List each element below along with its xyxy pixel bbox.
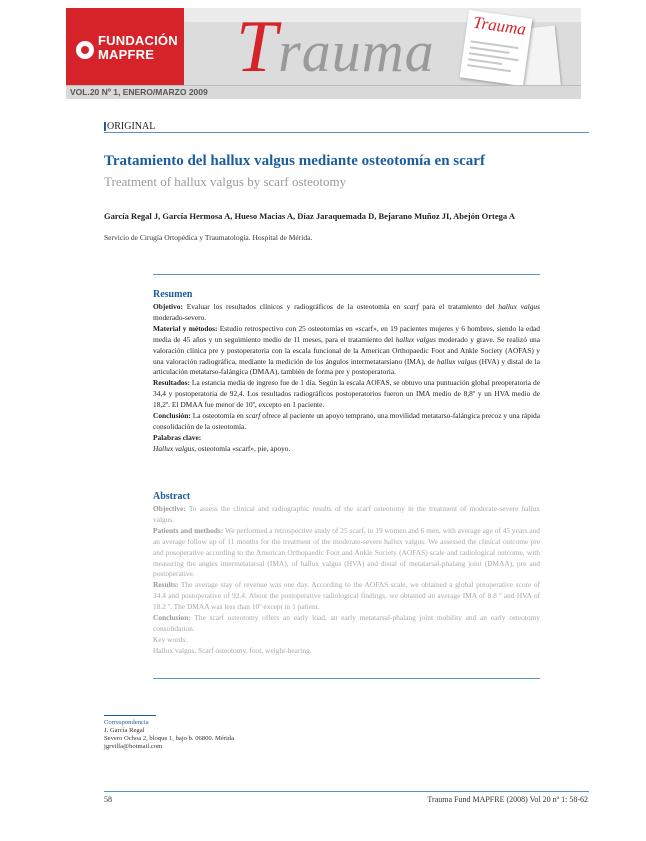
journal-citation: Trauma Fund MAPFRE (2008) Vol 20 nº 1: 58-62 xyxy=(427,795,588,804)
section-label: ORIGINAL xyxy=(107,121,156,132)
resumen-heading: Resumen xyxy=(153,289,193,300)
methods-label: Patients and methods: xyxy=(153,525,224,535)
volume-label: VOL.20 Nº 1, ENERO/MARZO 2009 xyxy=(70,87,208,97)
article-title-spanish: Tratamiento del hallux valgus mediante osteotomía en scarf xyxy=(104,153,485,169)
objective-text: To assess the clinical and radiographic results of the scarf osteotomy in the treatment of moderate-severe hallux valgus. xyxy=(153,504,540,524)
abstract-objective xyxy=(153,504,540,526)
methods-text: We performed a retrospective study of 25 scarf, in 19 women and 6 men, with average age of 45 years and an average follow up of 11 months for the treatment of the moderate-severe hallux valgus. We assessed the clinical outcome pre and posoperative according to the American Orthopaedic Foot and Ankle Society (AOFAS) scale and radiological outcome, with measuring the angles intermetatarsal (IMA), of hallux valgus (HVA) and distal of metatarsal-phalang joint (DMAA), pre and postoperative. xyxy=(153,525,541,579)
correspondence-block xyxy=(104,719,234,751)
abstract-heading: Abstract xyxy=(153,491,191,502)
journal-title-initial: T xyxy=(236,8,279,85)
abstract-bottom-rule xyxy=(153,678,540,679)
journal-title-rest: rauma xyxy=(278,19,435,84)
conclusion-text-en: The scarf osteotomy offers an early load, an early metatarsal-phalang joint mobility and an early osteotomy consolidation. xyxy=(153,613,540,633)
conclusion-em: scarf xyxy=(245,411,261,421)
abstract-block xyxy=(153,490,540,657)
section-rule xyxy=(104,132,589,133)
conclusion-text: ofrece al paciente un apoyo temprano, una movilidad metatarso-falángica precoz y una rápida consolidación de la osteotomía. xyxy=(153,411,540,431)
resumen-metodos xyxy=(153,324,540,379)
results-text: The average stay of revenue was one day. According to the AOFAS scale, we obtained a global preoperative score of 34.4 and postoperative of 92.4. About the postoperative radiological findings, we obtained an average IMA of 8.8 º and HVA of 18.2 º. The DMAA was less than 10º except in 1 patient. xyxy=(153,580,540,612)
metodos-text: Estudio retrospectivo con 25 osteotomías en «scarf», en 19 pacientes mujeres y 6 hombres, siendo la edad media de 45 años y un seguimiento medio de 11 meses, para el tratamiento del xyxy=(153,323,540,344)
keywords-text-en: Hallux valgus, Scarf osteotomy, foot, weight-bearing. xyxy=(153,645,312,655)
results-label: Results: xyxy=(153,580,179,590)
metodos-label: Material y métodos: xyxy=(153,323,218,333)
resumen-objetivo xyxy=(153,302,540,324)
correspondence-label: Correspondencia xyxy=(104,719,149,726)
keywords-em: Hallux valgus xyxy=(153,443,195,453)
cover-text-line xyxy=(468,58,502,65)
volume-bar xyxy=(66,85,581,99)
foundation-line1: FUNDACIÓN xyxy=(98,33,178,48)
metodos-text: (HVA) y distal de la articulación metatarso-falángica (DMAA), también de forma pre y postoperatoria. xyxy=(153,356,540,377)
metodos-em: hallux valgus xyxy=(436,356,477,366)
section-marker xyxy=(104,122,106,131)
foundation-name xyxy=(98,34,178,62)
author-list: García Regal J, García Hermosa A, Hueso Macias A, Díaz Jaraquemada D, Bejarano Muñoz JI, Abejón Ortega A xyxy=(104,211,515,221)
metodos-text: moderado y grave. Se realizó una valoración clínica pre y postoperatoria con la escala funcional de la American Orthopaedic Foot and Ankle Society (AOFAS) y una valoración radiográfica, mediante la medición de los ángulos intermetatarsiano (IMA), de xyxy=(153,334,540,366)
objetivo-em: hallux valgus xyxy=(498,302,540,311)
abstract-conclusion xyxy=(153,613,540,635)
foundation-logo-block xyxy=(66,8,184,85)
foundation-line2: MAPFRE xyxy=(98,47,155,62)
article-title-english: Treatment of hallux valgus by scarf osteotomy xyxy=(104,174,347,189)
keywords-label: Palabras clave: xyxy=(153,432,202,442)
correspondence-email[interactable]: jgrvilla@hotmail.com xyxy=(104,743,163,750)
resumen-resultados xyxy=(153,378,540,411)
objetivo-label: Objetivo: xyxy=(153,302,183,311)
abstract-keywords-label xyxy=(153,635,540,646)
objetivo-text: para el tratamiento del xyxy=(418,302,499,311)
objective-label: Objective: xyxy=(153,504,186,513)
correspondence-address: Severo Ochoa 2, bloque 1, bajo b. 06800. Mérida xyxy=(104,735,235,742)
correspondence-name: J. García Regal xyxy=(104,727,145,734)
abstract-methods xyxy=(153,526,540,581)
footer-rule xyxy=(104,791,589,792)
objetivo-text: Evaluar los resultados clínicos y radiográficos de la osteotomía en xyxy=(182,302,404,311)
affiliation: Servicio de Cirugía Ortopédica y Traumatología. Hospital de Mérida. xyxy=(104,233,313,242)
conclusion-label: Conclusión: xyxy=(153,411,191,421)
resumen-keywords xyxy=(153,444,540,455)
journal-cover-image xyxy=(460,10,533,85)
correspondence-rule xyxy=(104,715,156,716)
page-number: 58 xyxy=(104,795,112,804)
cover-text-line xyxy=(467,64,511,72)
conclusion-label-en: Conclusion: xyxy=(153,613,191,623)
abstract-top-rule xyxy=(153,274,540,275)
foundation-logo-icon xyxy=(76,41,94,59)
journal-banner xyxy=(66,8,581,85)
journal-title xyxy=(236,8,435,85)
metodos-em: hallux valgus xyxy=(395,334,436,344)
resumen-conclusion xyxy=(153,411,540,433)
resumen-keywords-label xyxy=(153,433,540,444)
abstract-keywords xyxy=(153,646,540,657)
cover-title: Trauma xyxy=(472,12,528,39)
conclusion-text: La osteotomía en xyxy=(190,411,246,421)
keywords-label-en: Key words: xyxy=(153,634,188,644)
abstract-results xyxy=(153,580,540,613)
objetivo-text: moderado-severo. xyxy=(153,312,207,322)
resumen-block xyxy=(153,288,540,455)
resultados-label: Resultados: xyxy=(153,378,190,388)
objetivo-em: scarf xyxy=(403,302,419,311)
keywords-text: , osteotomía «scarf», pie, apoyo. xyxy=(194,443,291,453)
resultados-text: La estancia media de ingreso fue de 1 día. Según la escala AOFAS, se obtuvo una puntuación global preoperatoria de 34,4 y postoperatoria de 92,4. Los resultados radiográficos postoperatorios fueron un IMA medio de 8,8º y un HVA medio de 18,2º. El DMAA fue menor de 10º, excepto en 1 paciente. xyxy=(153,378,540,410)
